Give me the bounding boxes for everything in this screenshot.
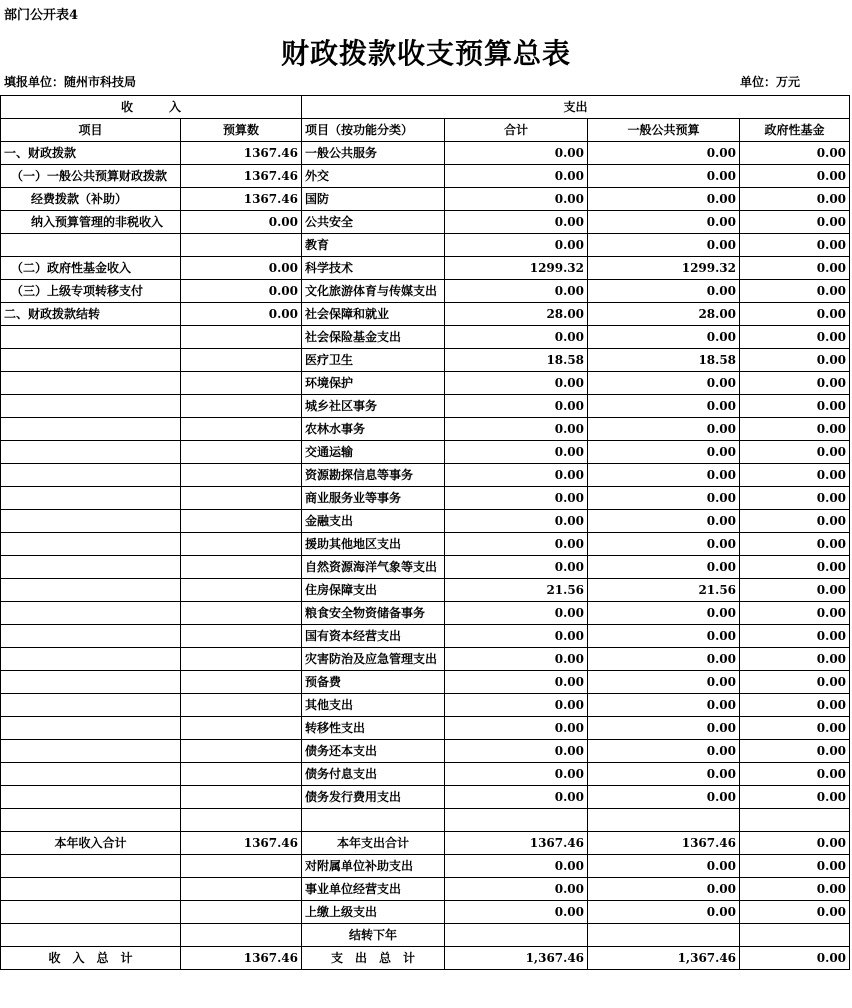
income-budget-cell <box>181 464 302 487</box>
expense-item-cell: 国有资本经营支出 <box>302 625 445 648</box>
income-budget-cell <box>181 510 302 533</box>
expense-general-cell: 0.00 <box>588 234 740 257</box>
expense-total-cell: 1367.46 <box>445 832 588 855</box>
income-item-cell <box>1 671 181 694</box>
income-budget-cell <box>181 671 302 694</box>
expense-item-cell: 社会保险基金支出 <box>302 326 445 349</box>
expense-general-cell: 0.00 <box>588 165 740 188</box>
income-budget-cell <box>181 878 302 901</box>
expense-fund-cell: 0.00 <box>740 349 850 372</box>
expense-general-cell: 0.00 <box>588 211 740 234</box>
income-item-cell <box>1 349 181 372</box>
income-budget-cell <box>181 556 302 579</box>
table-row <box>1 395 850 418</box>
income-item-cell <box>1 579 181 602</box>
table-row <box>1 602 850 625</box>
income-item-cell <box>1 487 181 510</box>
expense-fund-cell: 0.00 <box>740 648 850 671</box>
expense-total-cell: 0.00 <box>445 234 588 257</box>
expense-item-cell: 住房保障支出 <box>302 579 445 602</box>
expense-total-cell: 0.00 <box>445 625 588 648</box>
col-general-header: 一般公共预算 <box>588 119 740 142</box>
expense-total-cell: 21.56 <box>445 579 588 602</box>
income-budget-cell: 1367.46 <box>181 947 302 970</box>
expense-fund-cell: 0.00 <box>740 579 850 602</box>
expense-fund-cell: 0.00 <box>740 901 850 924</box>
table-row <box>1 280 850 303</box>
expense-total-cell: 0.00 <box>445 717 588 740</box>
table-row <box>1 441 850 464</box>
income-budget-cell <box>181 579 302 602</box>
income-item-cell <box>1 786 181 809</box>
income-item-cell <box>1 694 181 717</box>
expense-item-cell: 商业服务业等事务 <box>302 487 445 510</box>
table-row <box>1 809 850 832</box>
expense-fund-cell: 0.00 <box>740 740 850 763</box>
expense-fund-cell: 0.00 <box>740 326 850 349</box>
income-item-cell <box>1 510 181 533</box>
expense-item-cell: 转移性支出 <box>302 717 445 740</box>
table-row <box>1 832 850 855</box>
expense-item-cell: 其他支出 <box>302 694 445 717</box>
filler-unit: 填报单位：随州市科技局 <box>4 75 137 89</box>
expense-general-cell: 0.00 <box>588 878 740 901</box>
expense-total-cell: 0.00 <box>445 855 588 878</box>
expense-item-cell: 医疗卫生 <box>302 349 445 372</box>
expense-general-cell: 0.00 <box>588 855 740 878</box>
income-item-cell <box>1 326 181 349</box>
income-item-cell <box>1 556 181 579</box>
col-fund-header: 政府性基金 <box>740 119 850 142</box>
expense-total-cell: 0.00 <box>445 464 588 487</box>
table-row <box>1 671 850 694</box>
expense-total-cell: 1,367.46 <box>445 947 588 970</box>
table-row <box>1 372 850 395</box>
expense-item-cell <box>302 809 445 832</box>
expense-total-cell: 0.00 <box>445 211 588 234</box>
expense-total-cell <box>445 924 588 947</box>
expense-fund-cell: 0.00 <box>740 694 850 717</box>
income-budget-cell <box>181 901 302 924</box>
expense-fund-cell: 0.00 <box>740 947 850 970</box>
income-item-cell <box>1 855 181 878</box>
table-row <box>1 487 850 510</box>
expense-general-cell: 0.00 <box>588 556 740 579</box>
expense-item-cell: 公共安全 <box>302 211 445 234</box>
income-budget-cell: 0.00 <box>181 303 302 326</box>
income-item-cell <box>1 441 181 464</box>
income-item-cell: 二、财政拨款结转 <box>1 303 181 326</box>
expense-item-cell: 资源勘探信息等事务 <box>302 464 445 487</box>
expense-general-cell: 1,367.46 <box>588 947 740 970</box>
income-item-cell <box>1 763 181 786</box>
income-item-cell <box>1 395 181 418</box>
income-budget-cell <box>181 372 302 395</box>
expense-general-cell: 0.00 <box>588 648 740 671</box>
table-row <box>1 326 850 349</box>
income-budget-cell <box>181 441 302 464</box>
expense-general-cell: 18.58 <box>588 349 740 372</box>
income-budget-cell <box>181 326 302 349</box>
expense-total-cell: 0.00 <box>445 441 588 464</box>
income-item-cell <box>1 625 181 648</box>
expense-total-cell: 0.00 <box>445 694 588 717</box>
expense-general-cell: 1367.46 <box>588 832 740 855</box>
page-title: 财政拨款收支预算总表 <box>280 37 571 70</box>
income-item-cell <box>1 924 181 947</box>
income-budget-cell <box>181 234 302 257</box>
expense-fund-cell <box>740 924 850 947</box>
income-budget-cell: 0.00 <box>181 211 302 234</box>
income-item-cell <box>1 717 181 740</box>
income-budget-cell <box>181 349 302 372</box>
expense-item-cell: 事业单位经营支出 <box>302 878 445 901</box>
table-row <box>1 533 850 556</box>
header-row-1 <box>1 96 850 119</box>
expense-total-cell: 0.00 <box>445 533 588 556</box>
income-budget-cell <box>181 395 302 418</box>
income-item-cell <box>1 648 181 671</box>
expense-total-cell: 1299.32 <box>445 257 588 280</box>
col-total-header: 合计 <box>445 119 588 142</box>
income-item-cell: 本年收入合计 <box>1 832 181 855</box>
expense-total-cell: 0.00 <box>445 165 588 188</box>
expense-fund-cell: 0.00 <box>740 211 850 234</box>
income-item-cell <box>1 234 181 257</box>
table-row <box>1 947 850 970</box>
expense-total-cell: 0.00 <box>445 648 588 671</box>
table-row <box>1 211 850 234</box>
income-budget-cell <box>181 855 302 878</box>
income-budget-cell: 1367.46 <box>181 165 302 188</box>
expense-general-cell: 0.00 <box>588 533 740 556</box>
income-budget-cell <box>181 418 302 441</box>
doc-label: 部门公开表4 <box>4 8 79 23</box>
income-budget-cell: 1367.46 <box>181 832 302 855</box>
expense-fund-cell: 0.00 <box>740 441 850 464</box>
expense-item-cell: 灾害防治及应急管理支出 <box>302 648 445 671</box>
expense-fund-cell: 0.00 <box>740 280 850 303</box>
expense-total-cell: 0.00 <box>445 487 588 510</box>
table-row <box>1 556 850 579</box>
expense-item-cell: 预备费 <box>302 671 445 694</box>
table-row <box>1 740 850 763</box>
table-row <box>1 924 850 947</box>
income-item-cell: （三）上级专项转移支付 <box>1 280 181 303</box>
expense-total-cell: 0.00 <box>445 740 588 763</box>
expense-general-cell: 0.00 <box>588 671 740 694</box>
expense-fund-cell: 0.00 <box>740 855 850 878</box>
table-row <box>1 234 850 257</box>
income-budget-cell <box>181 648 302 671</box>
expense-general-cell: 0.00 <box>588 740 740 763</box>
income-budget-cell: 1367.46 <box>181 188 302 211</box>
expense-header: 支出 <box>302 96 850 119</box>
expense-general-cell: 0.00 <box>588 602 740 625</box>
expense-item-cell: 环境保护 <box>302 372 445 395</box>
expense-general-cell: 0.00 <box>588 372 740 395</box>
money-unit: 单位：万元 <box>740 75 801 89</box>
income-budget-cell <box>181 487 302 510</box>
table-row <box>1 901 850 924</box>
income-item-cell <box>1 602 181 625</box>
expense-general-cell: 0.00 <box>588 142 740 165</box>
expense-fund-cell: 0.00 <box>740 625 850 648</box>
income-item-cell <box>1 878 181 901</box>
expense-fund-cell: 0.00 <box>740 464 850 487</box>
expense-total-cell: 0.00 <box>445 418 588 441</box>
expense-total-cell: 0.00 <box>445 556 588 579</box>
income-item-cell: 一、财政拨款 <box>1 142 181 165</box>
expense-fund-cell: 0.00 <box>740 786 850 809</box>
expense-general-cell: 21.56 <box>588 579 740 602</box>
table-row <box>1 763 850 786</box>
income-item-cell <box>1 809 181 832</box>
expense-item-cell: 教育 <box>302 234 445 257</box>
expense-general-cell <box>588 809 740 832</box>
table-row <box>1 878 850 901</box>
expense-fund-cell: 0.00 <box>740 717 850 740</box>
expense-total-cell: 0.00 <box>445 878 588 901</box>
income-budget-cell: 1367.46 <box>181 142 302 165</box>
expense-fund-cell: 0.00 <box>740 395 850 418</box>
budget-table <box>0 95 850 970</box>
table-row <box>1 464 850 487</box>
expense-fund-cell: 0.00 <box>740 142 850 165</box>
table-row <box>1 694 850 717</box>
expense-total-cell: 0.00 <box>445 510 588 533</box>
expense-item-cell: 农林水事务 <box>302 418 445 441</box>
income-budget-cell <box>181 602 302 625</box>
expense-fund-cell: 0.00 <box>740 487 850 510</box>
income-budget-cell: 0.00 <box>181 280 302 303</box>
expense-general-cell: 28.00 <box>588 303 740 326</box>
income-item-cell: 经费拨款（补助） <box>1 188 181 211</box>
expense-item-cell: 上缴上级支出 <box>302 901 445 924</box>
expense-fund-cell: 0.00 <box>740 165 850 188</box>
expense-total-cell: 0.00 <box>445 602 588 625</box>
income-budget-cell <box>181 786 302 809</box>
col-item-header: 项目 <box>1 119 181 142</box>
income-header: 收 入 <box>1 96 302 119</box>
income-budget-cell <box>181 625 302 648</box>
expense-general-cell: 0.00 <box>588 280 740 303</box>
income-item-cell: （二）政府性基金收入 <box>1 257 181 280</box>
expense-fund-cell: 0.00 <box>740 556 850 579</box>
table-row <box>1 855 850 878</box>
table-row <box>1 188 850 211</box>
expense-general-cell: 0.00 <box>588 786 740 809</box>
expense-item-cell: 自然资源海洋气象等支出 <box>302 556 445 579</box>
expense-total-cell: 0.00 <box>445 326 588 349</box>
expense-general-cell: 0.00 <box>588 441 740 464</box>
income-item-cell <box>1 740 181 763</box>
expense-fund-cell: 0.00 <box>740 763 850 786</box>
expense-general-cell: 0.00 <box>588 326 740 349</box>
expense-item-cell: 一般公共服务 <box>302 142 445 165</box>
expense-fund-cell: 0.00 <box>740 303 850 326</box>
expense-total-cell: 0.00 <box>445 763 588 786</box>
expense-fund-cell: 0.00 <box>740 878 850 901</box>
expense-fund-cell: 0.00 <box>740 257 850 280</box>
expense-fund-cell <box>740 809 850 832</box>
income-budget-cell <box>181 763 302 786</box>
expense-item-cell: 债务发行费用支出 <box>302 786 445 809</box>
expense-total-cell: 0.00 <box>445 372 588 395</box>
expense-item-cell: 支 出 总 计 <box>302 947 445 970</box>
expense-total-cell: 0.00 <box>445 786 588 809</box>
expense-general-cell: 0.00 <box>588 625 740 648</box>
expense-total-cell: 0.00 <box>445 395 588 418</box>
expense-item-cell: 社会保障和就业 <box>302 303 445 326</box>
expense-general-cell: 0.00 <box>588 395 740 418</box>
income-budget-cell <box>181 717 302 740</box>
expense-total-cell: 18.58 <box>445 349 588 372</box>
expense-item-cell: 科学技术 <box>302 257 445 280</box>
expense-fund-cell: 0.00 <box>740 418 850 441</box>
expense-item-cell: 金融支出 <box>302 510 445 533</box>
expense-fund-cell: 0.00 <box>740 671 850 694</box>
expense-general-cell: 0.00 <box>588 717 740 740</box>
table-row <box>1 165 850 188</box>
income-item-cell <box>1 418 181 441</box>
expense-total-cell: 0.00 <box>445 901 588 924</box>
table-row <box>1 418 850 441</box>
table-row <box>1 786 850 809</box>
income-item-cell: 收 入 总 计 <box>1 947 181 970</box>
income-budget-cell <box>181 694 302 717</box>
expense-general-cell <box>588 924 740 947</box>
income-budget-cell <box>181 809 302 832</box>
expense-general-cell: 1299.32 <box>588 257 740 280</box>
income-item-cell: （一）一般公共预算财政拨款 <box>1 165 181 188</box>
expense-fund-cell: 0.00 <box>740 372 850 395</box>
table-row <box>1 625 850 648</box>
income-budget-cell <box>181 924 302 947</box>
expense-item-cell: 国防 <box>302 188 445 211</box>
expense-general-cell: 0.00 <box>588 901 740 924</box>
income-budget-cell: 0.00 <box>181 257 302 280</box>
expense-item-cell: 文化旅游体育与传媒支出 <box>302 280 445 303</box>
table-row <box>1 349 850 372</box>
expense-general-cell: 0.00 <box>588 694 740 717</box>
expense-total-cell: 0.00 <box>445 188 588 211</box>
col-exp-item-header: 项目（按功能分类） <box>302 119 445 142</box>
expense-item-cell: 本年支出合计 <box>302 832 445 855</box>
expense-item-cell: 外交 <box>302 165 445 188</box>
table-row <box>1 510 850 533</box>
expense-general-cell: 0.00 <box>588 763 740 786</box>
expense-item-cell: 债务付息支出 <box>302 763 445 786</box>
expense-item-cell: 城乡社区事务 <box>302 395 445 418</box>
income-item-cell: 纳入预算管理的非税收入 <box>1 211 181 234</box>
expense-general-cell: 0.00 <box>588 188 740 211</box>
income-budget-cell <box>181 740 302 763</box>
table-row <box>1 717 850 740</box>
expense-total-cell <box>445 809 588 832</box>
expense-item-cell: 对附属单位补助支出 <box>302 855 445 878</box>
table-row <box>1 257 850 280</box>
expense-total-cell: 0.00 <box>445 280 588 303</box>
table-row <box>1 142 850 165</box>
expense-item-cell: 交通运输 <box>302 441 445 464</box>
expense-total-cell: 0.00 <box>445 142 588 165</box>
expense-fund-cell: 0.00 <box>740 188 850 211</box>
expense-general-cell: 0.00 <box>588 464 740 487</box>
income-item-cell <box>1 533 181 556</box>
expense-fund-cell: 0.00 <box>740 510 850 533</box>
expense-total-cell: 0.00 <box>445 671 588 694</box>
expense-fund-cell: 0.00 <box>740 533 850 556</box>
col-budget-header: 预算数 <box>181 119 302 142</box>
expense-general-cell: 0.00 <box>588 418 740 441</box>
expense-fund-cell: 0.00 <box>740 234 850 257</box>
expense-general-cell: 0.00 <box>588 487 740 510</box>
expense-fund-cell: 0.00 <box>740 832 850 855</box>
expense-item-cell: 援助其他地区支出 <box>302 533 445 556</box>
expense-total-cell: 28.00 <box>445 303 588 326</box>
table-row <box>1 303 850 326</box>
income-item-cell <box>1 901 181 924</box>
expense-item-cell: 债务还本支出 <box>302 740 445 763</box>
table-row <box>1 648 850 671</box>
expense-item-cell: 粮食安全物资储备事务 <box>302 602 445 625</box>
income-item-cell <box>1 464 181 487</box>
expense-item-cell: 结转下年 <box>302 924 445 947</box>
income-budget-cell <box>181 533 302 556</box>
expense-general-cell: 0.00 <box>588 510 740 533</box>
expense-fund-cell: 0.00 <box>740 602 850 625</box>
income-item-cell <box>1 372 181 395</box>
table-row <box>1 579 850 602</box>
header-row-2 <box>1 119 850 142</box>
